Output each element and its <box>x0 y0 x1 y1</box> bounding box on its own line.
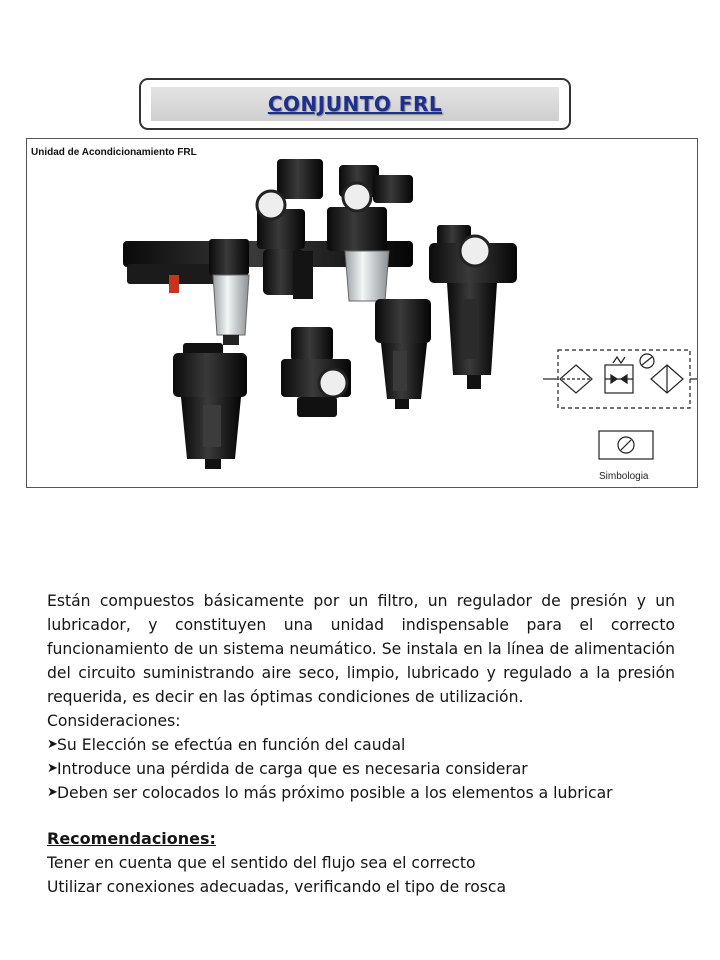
figure-caption: Simbologia <box>599 471 649 482</box>
list-item <box>47 733 675 757</box>
description-paragraph: Están compuestos básicamente por un filtro, un regulador de presión y un lubricador, y constituyen una unidad indispensable para el correcto funcionamiento de un sistema neumático. Se instala en la línea de alimentación del circuito suministrando aire seco, limpio, lubricado y regulado a la presión requerida, es decir en las óptimas condiciones de utilización. <box>47 592 675 706</box>
title-banner <box>151 87 559 121</box>
list-item-text: Su Elección se efectúa en función del caudal <box>57 736 406 754</box>
recommendation-item: Tener en cuenta que el sentido del flujo sea el correcto <box>47 854 476 872</box>
considerations-label: Consideraciones: <box>47 712 181 730</box>
recommendation-item: Utilizar conexiones adecuadas, verificando el tipo de rosca <box>47 878 506 896</box>
list-item-text: Deben ser colocados lo más próximo posible a los elementos a lubricar <box>57 784 613 802</box>
body-text <box>47 589 675 899</box>
list-item <box>47 757 675 781</box>
figure-label: Unidad de Acondicionamiento FRL <box>31 147 197 158</box>
frl-illustration <box>27 139 698 488</box>
page-title: CONJUNTO FRL <box>267 92 443 116</box>
arrow-bullet-icon: ➤ <box>47 761 58 776</box>
regulator-unit <box>281 327 351 417</box>
title-box <box>139 78 571 130</box>
lubricator-unit <box>173 343 247 469</box>
frl-symbol-diagram <box>543 350 698 459</box>
recommendations-heading: Recomendaciones: <box>47 829 216 848</box>
frl-figure <box>26 138 698 488</box>
arrow-bullet-icon: ➤ <box>47 785 58 800</box>
filter-unit <box>375 299 431 409</box>
frl-assembly-unit <box>123 159 413 345</box>
filter-regulator-unit <box>429 225 517 389</box>
arrow-bullet-icon: ➤ <box>47 737 58 752</box>
list-item <box>47 781 675 805</box>
list-item-text: Introduce una pérdida de carga que es necesaria considerar <box>57 760 528 778</box>
